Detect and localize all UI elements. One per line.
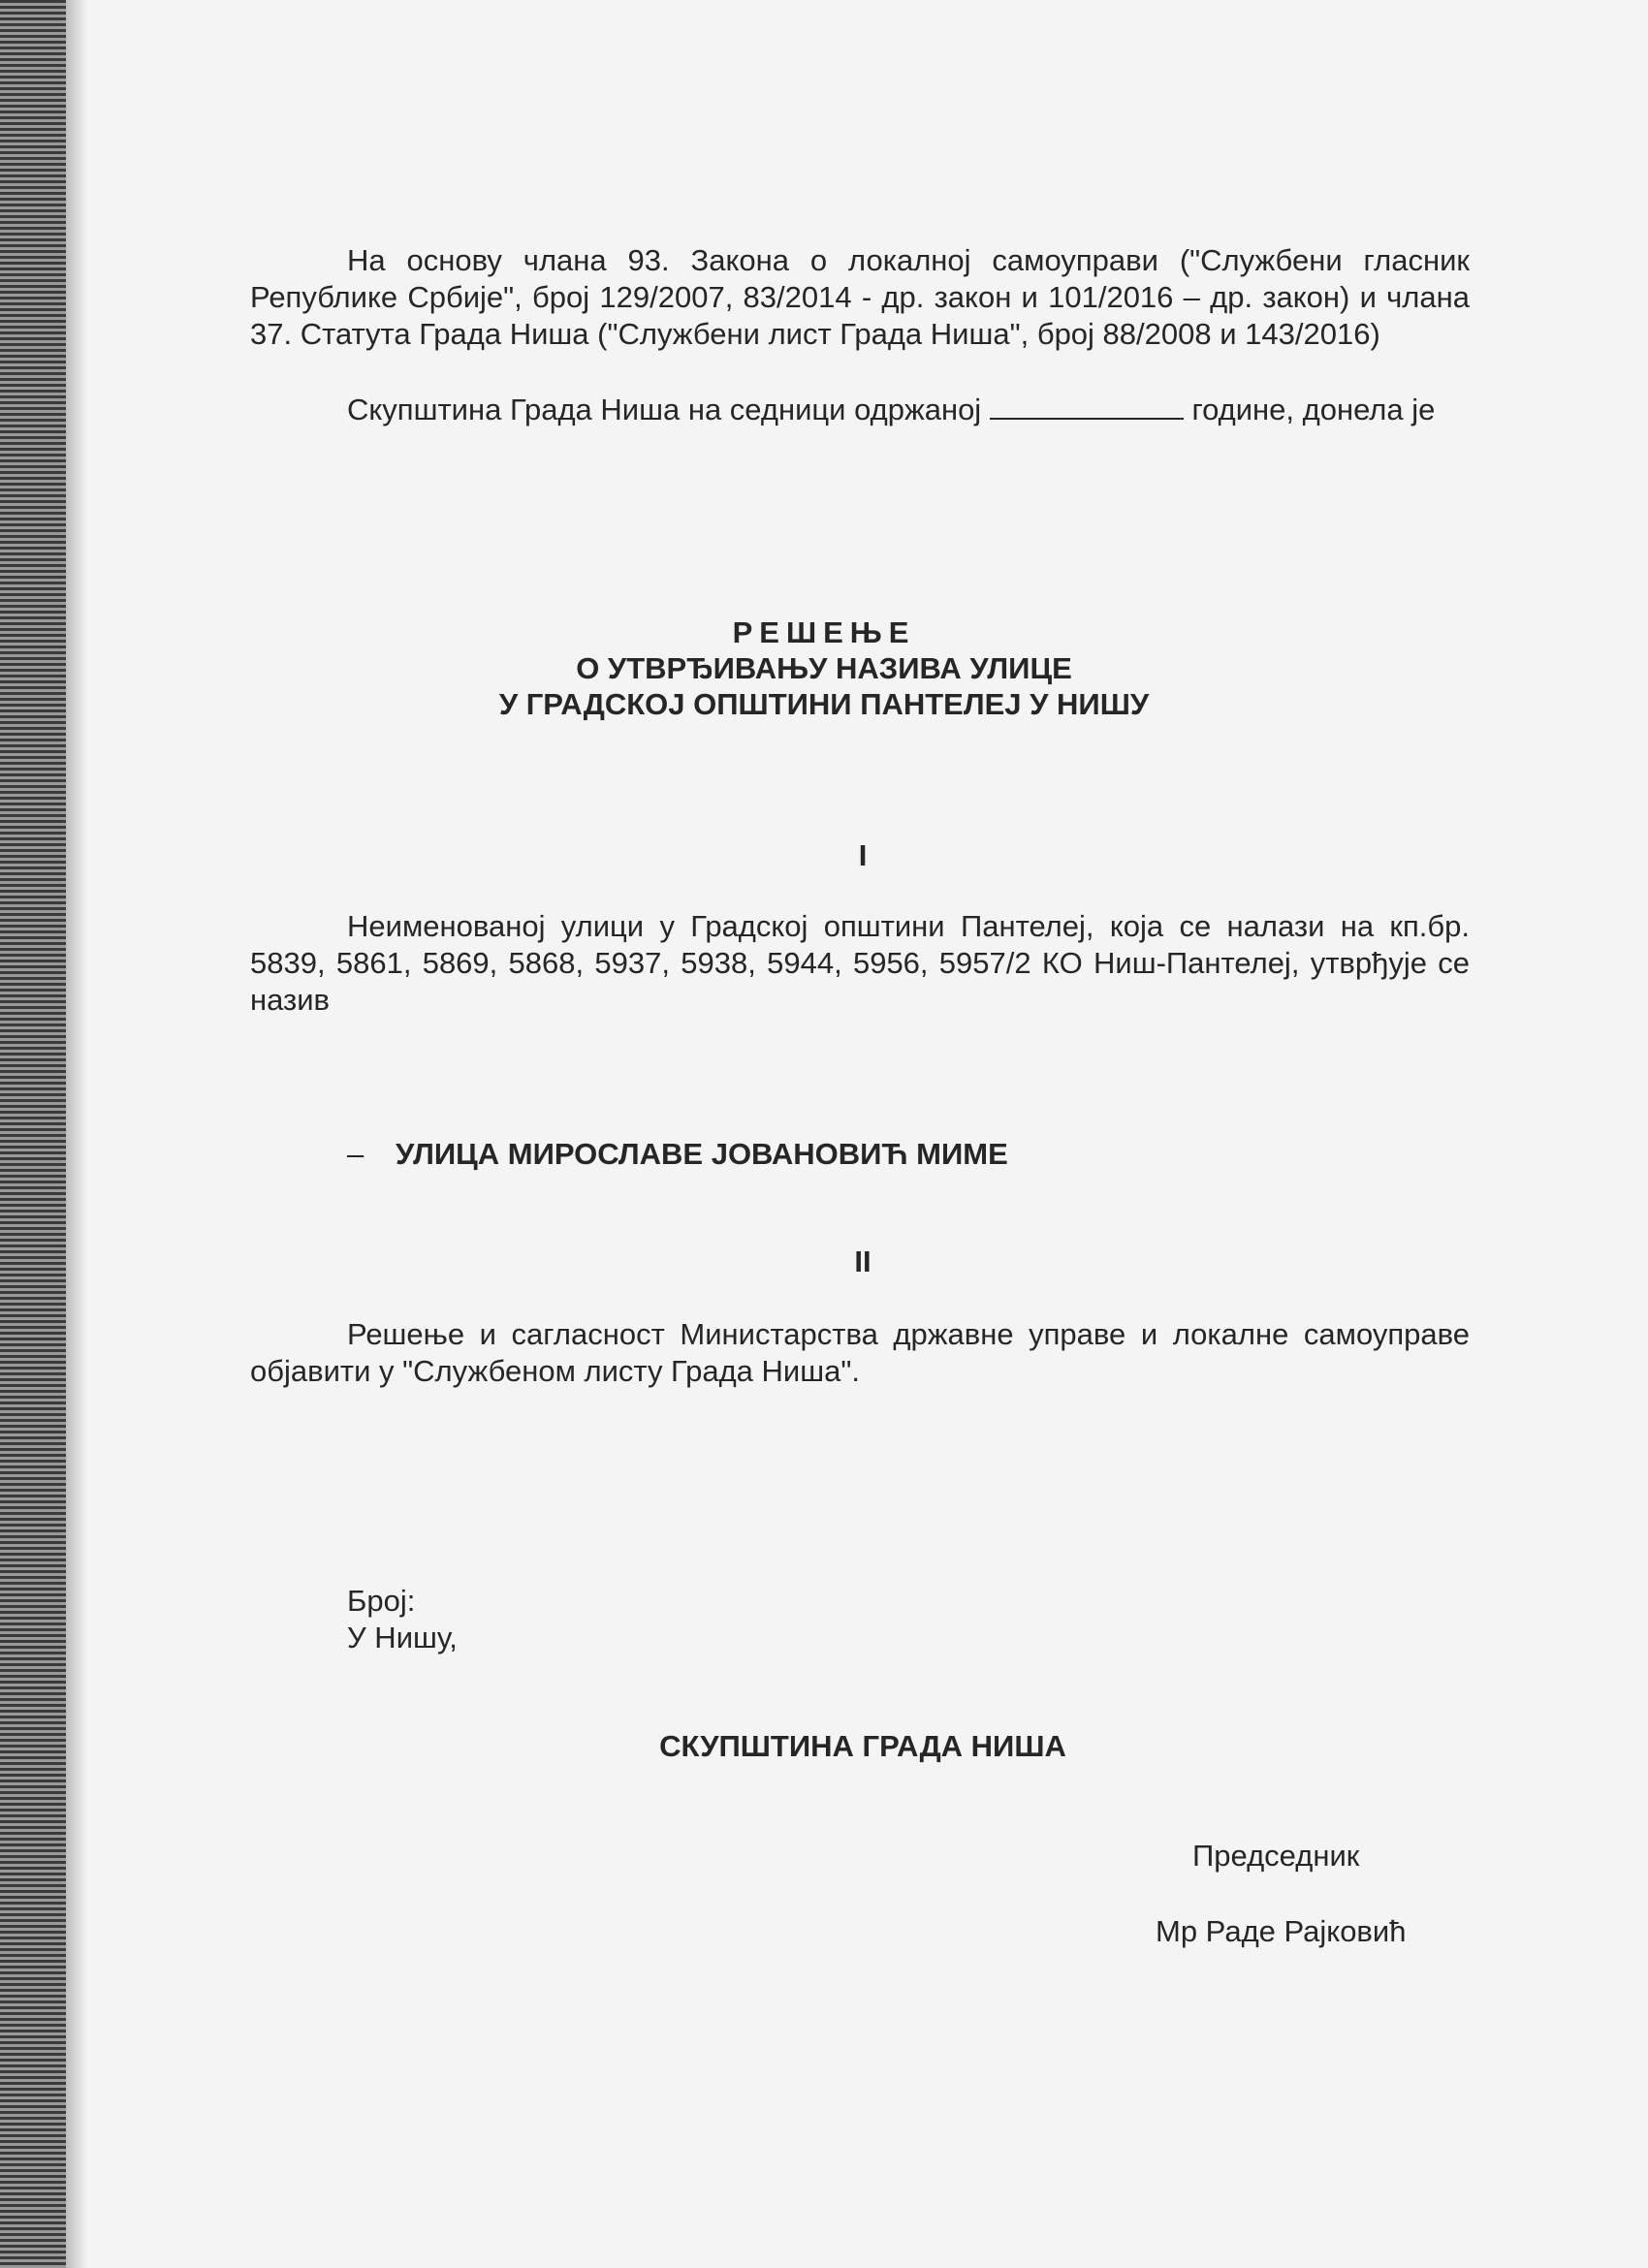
section-number-1: I — [858, 838, 868, 872]
date-blank-line — [990, 393, 1184, 420]
signatory-role: Председник — [1192, 1839, 1360, 1873]
section-number-2: II — [854, 1244, 872, 1278]
document-subtitle-line-2: У ГРАДСКОЈ ОПШТИНИ ПАНТЕЛЕЈ У НИШУ — [498, 687, 1150, 721]
section-1-text: Неименованој улици у Градској општини Пантелеј, која се налази на кп.бр. 5839, 5861, 5869, 5868, 5937, 5938, 5944, 5956, 5957/2 КО Ниш-Пантелеј, утврђује се назив — [250, 909, 1470, 1017]
street-name: УЛИЦА МИРОСЛАВЕ ЈОВАНОВИЋ МИМЕ — [396, 1137, 1008, 1171]
adoption-text-after: године, донела је — [1191, 393, 1436, 426]
preamble-legal-basis: На основу члана 93. Закона о локалној самоуправи ("Службени гласник Републике Србије", број 129/2007, 83/2014 - др. закон и 101/2016 – др. закон) и члана 37. Статута Града Ниша ("Службени лист Града Ниша", број 88/2008 и 143/2016) — [250, 243, 1470, 351]
adoption-text-before: Скупштина Града Ниша на седници одржаној — [347, 393, 982, 426]
assembly-name: СКУПШТИНА ГРАДА НИША — [659, 1729, 1066, 1763]
document-title: РЕШЕЊЕ — [732, 615, 916, 649]
document-subtitle-line-1: О УТВРЂИВАЊУ НАЗИВА УЛИЦЕ — [576, 651, 1072, 685]
signatory-name: Мр Раде Рајковић — [1156, 1914, 1407, 1948]
section-2-text: Решење и сагласност Министарства државне управе и локалне самоуправе објавити у "Службеном листу Града Ниша". — [250, 1317, 1470, 1388]
place-label: У Нишу, — [347, 1621, 458, 1654]
street-name-item — [347, 1136, 1008, 1173]
number-label: Број: — [347, 1584, 416, 1618]
preamble-adoption — [250, 392, 1470, 428]
street-dash: – — [347, 1137, 364, 1171]
